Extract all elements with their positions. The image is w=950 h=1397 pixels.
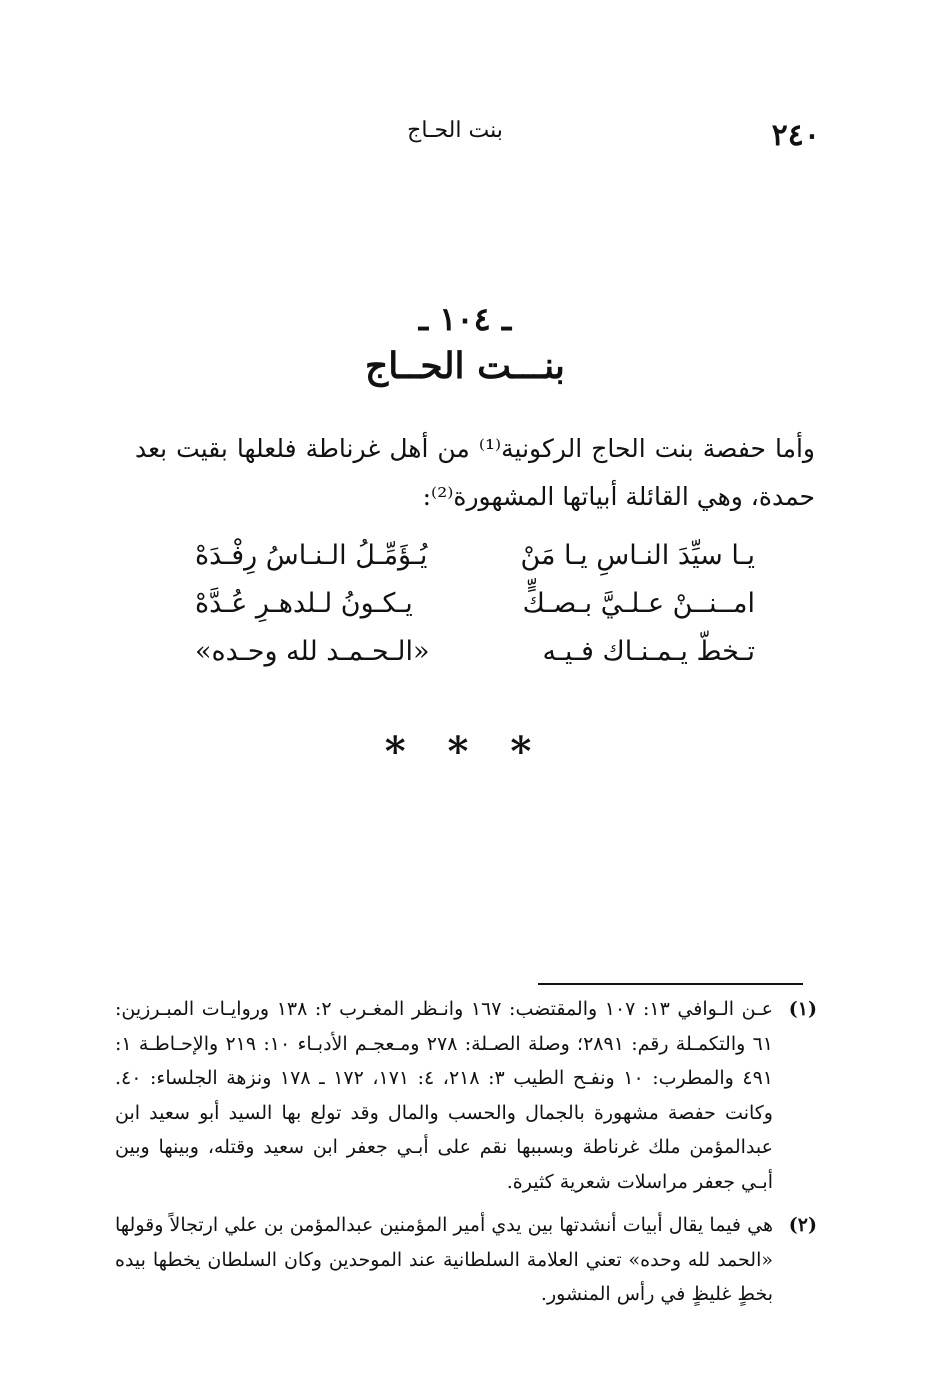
verse-second-hemistich: «الـحـمـد لله وحـده»	[195, 636, 430, 667]
verse-line	[195, 588, 755, 636]
verse-first-hemistich: تـخطّ يـمـنـاك فـيـه	[542, 636, 755, 667]
footnote-2	[115, 1208, 815, 1312]
entry-title: بنـــت الحــاج	[365, 345, 565, 387]
running-header: بنت الحـاج	[407, 118, 503, 143]
footnote-text: عـن الـوافي ١٣: ١٠٧ والمقتضب: ١٦٧ وانـظر المغـرب ٢: ١٣٨ وروايـات المبـرزين: ٦١ والتكمـلة رقم: ٢٨٩١؛ وصلة الصـلة: ٢٧٨ ومـعجـم الأدبـاء ١٠: ٢١٩ والإحـاطـة ١: ٤٩١ والمطرب: ١٠ ونفـح الطيب ٣: ٢١٨، ٤: ١٧١، ١٧٢ ـ ١٧٨ ونزهة الجلساء: ٤٠. وكانت حفصة مشهورة بالجمال والحسب والمال وقد تولع بها السيد أبو سعيد ابن عبدالمؤمن ملك غرناطة وبسببها نقم على أبـي جعفر ابن سعيد وقتله، وبينها وبين أبـي جعفر مراسلات شعرية كثيرة.	[115, 998, 774, 1193]
section-separator: * * *	[384, 728, 546, 775]
page-number: ٢٤٠	[771, 118, 820, 153]
entry-number: ـ ١٠٤ ـ	[418, 300, 512, 338]
verse-second-hemistich: يـكـونُ لـلدهـرِ عُـدَّهْ	[195, 588, 413, 619]
body-paragraph: وأما حفصة بنت الحاج الركونية⁽¹⁾ من أهل غرناطة فلعلها بقيت بعد حمدة، وهي القائلة أبياتها المشهورة⁽²⁾:	[135, 434, 815, 511]
footnote-marker: (٢)	[788, 1214, 817, 1236]
footnote-divider	[538, 983, 803, 985]
verse-line	[195, 540, 755, 588]
verse-first-hemistich: امــنــنْ عـلـيَّ بـصـكٍّ	[522, 588, 755, 619]
verse-second-hemistich: يُـؤَمِّـلُ الـنـاسُ رِفْـدَهْ	[195, 540, 428, 571]
footnote-text: هي فيما يقال أبيات أنشدتها بين يدي أمير المؤمنين عبدالمؤمن بن علي ارتجالاً وقولها «الحمد لله وحده» تعني العلامة السلطانية عند الموحدين وكان السلطان يخطها بيده بخطٍ غليظٍ في رأس المنشور.	[115, 1214, 773, 1305]
footnote-marker: (١)	[788, 998, 817, 1020]
verse-first-hemistich: يـا سيِّدَ النـاسِ يـا مَنْ	[520, 540, 755, 571]
footnote-1	[115, 992, 815, 1199]
verse-line	[195, 636, 755, 684]
